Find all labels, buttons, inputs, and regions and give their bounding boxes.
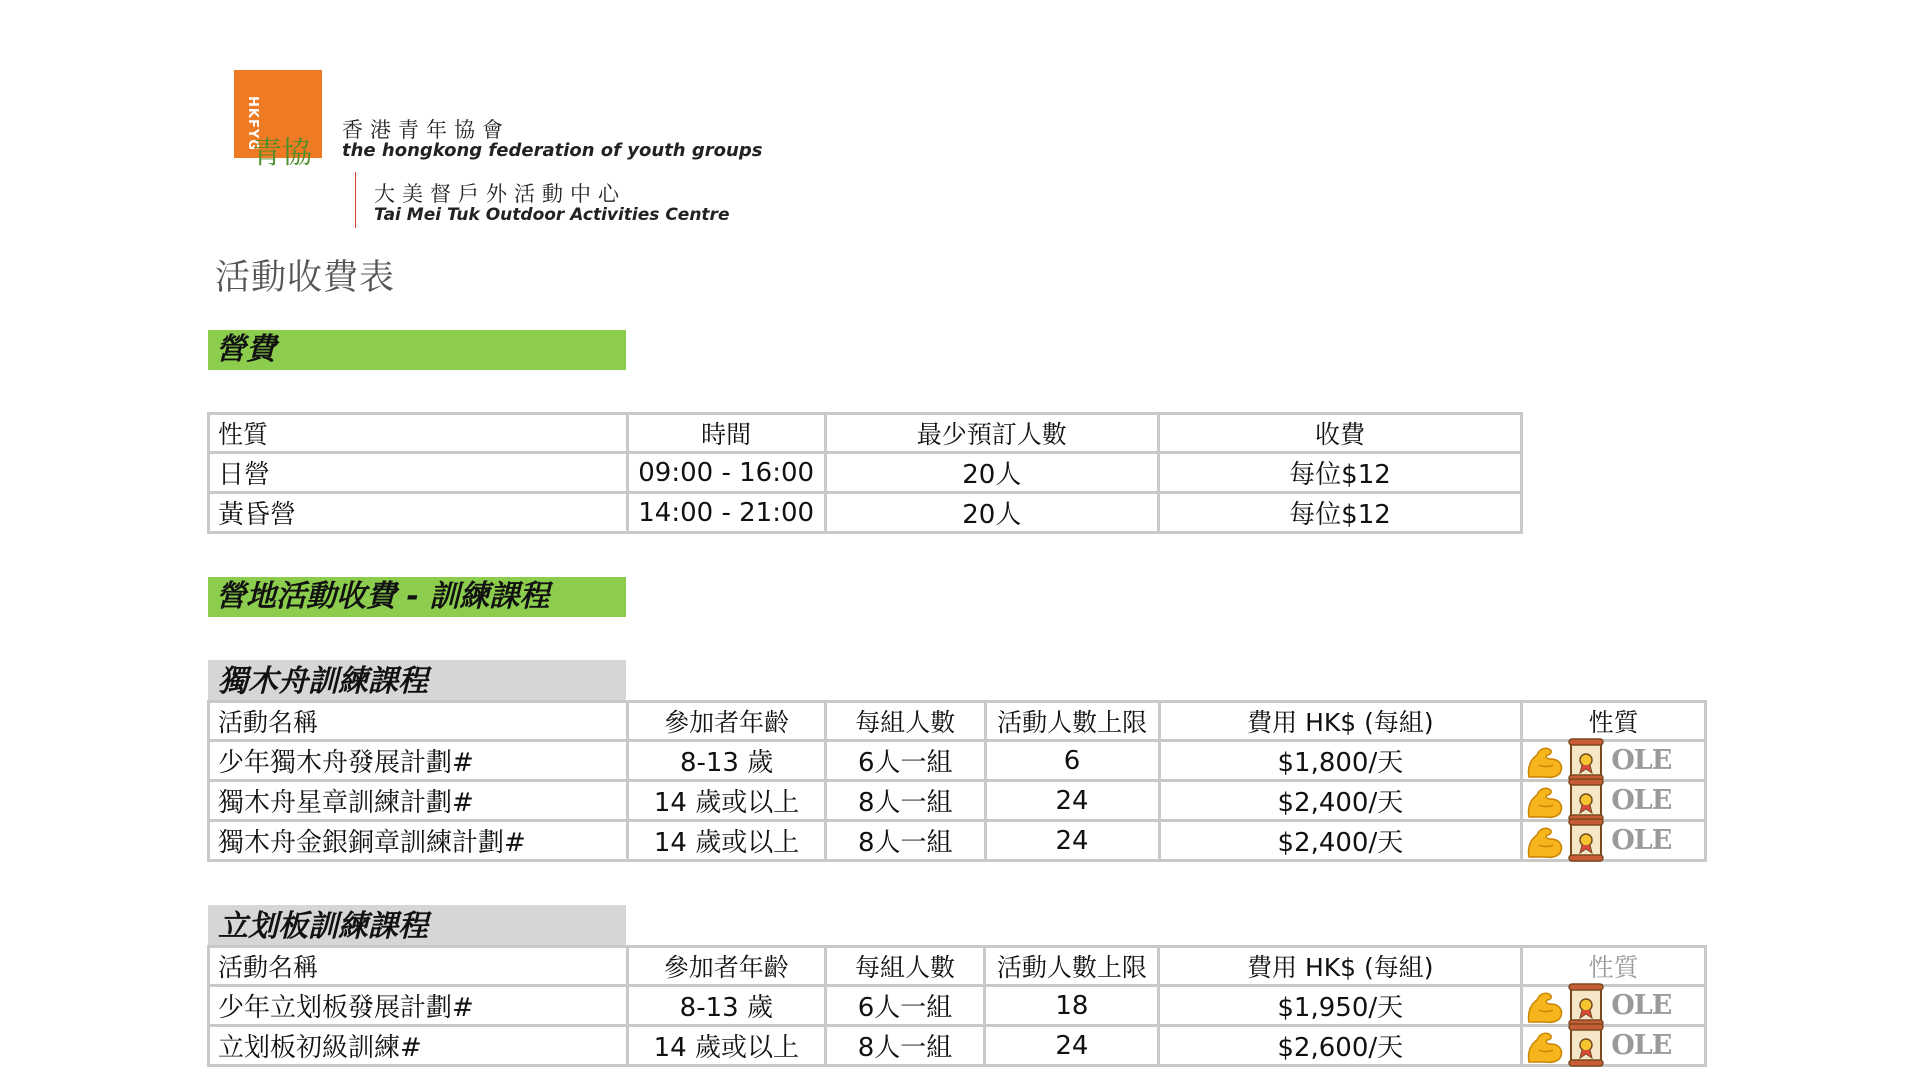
table-row: [209, 821, 1706, 861]
flexed-arm-icon: [1525, 783, 1565, 819]
logo-vertical-text: HKFYG: [245, 96, 260, 151]
cell-fee: $2,400/天: [1159, 781, 1522, 821]
cell-fee: $1,800/天: [1159, 741, 1522, 781]
centre-name-en: Tai Mei Tuk Outdoor Activities Centre: [374, 205, 730, 225]
flexed-arm-icon: [1525, 988, 1565, 1024]
col-header: 最少預訂人數: [825, 414, 1158, 453]
cell-group-size: 8人一組: [825, 1026, 985, 1066]
cell-activity: 立划板初級訓練#: [209, 1026, 628, 1066]
cell-fee: 每位$12: [1158, 453, 1521, 493]
sup-heading: 立划板訓練課程: [208, 905, 626, 945]
table-row: [209, 493, 1522, 533]
org-name-en: the hongkong federation of youth groups: [342, 140, 763, 161]
table-row: [209, 1026, 1706, 1066]
certificate-icon: [1565, 818, 1607, 862]
flexed-arm-icon: [1525, 1028, 1565, 1064]
table-row: [209, 453, 1522, 493]
cell-age: 14 歲或以上: [628, 781, 826, 821]
cell-fee: $2,400/天: [1159, 821, 1522, 861]
cell-nature: [1522, 821, 1706, 861]
certificate-icon: [1565, 1023, 1607, 1067]
cell-activity: 獨木舟金銀銅章訓練計劃#: [209, 821, 628, 861]
col-header: 每組人數: [825, 947, 985, 986]
cell-max: 24: [985, 821, 1159, 861]
table-header-row: [209, 947, 1706, 986]
cell-max: 18: [985, 986, 1159, 1026]
flexed-arm-icon: [1525, 743, 1565, 779]
cell-fee: 每位$12: [1158, 493, 1521, 533]
cell-nature: 日營: [209, 453, 628, 493]
table-header-row: [209, 702, 1706, 741]
col-header: 性質: [209, 414, 628, 453]
col-header: 性質: [1522, 702, 1706, 741]
cell-max: 24: [985, 1026, 1159, 1066]
cell-max: 6: [985, 741, 1159, 781]
col-header: 時間: [627, 414, 825, 453]
camp-fee-heading: 營費: [208, 330, 626, 370]
cell-nature: [1522, 1026, 1706, 1066]
ole-label: OLE: [1611, 990, 1672, 1021]
cell-fee: $1,950/天: [1159, 986, 1522, 1026]
logo-glyph: 青協: [252, 136, 312, 171]
certificate-icon: [1565, 778, 1607, 822]
cell-nature: [1522, 741, 1706, 781]
table-row: [209, 741, 1706, 781]
training-heading: 營地活動收費 - 訓練課程: [208, 577, 626, 617]
col-header: 參加者年齡: [628, 702, 826, 741]
ole-label: OLE: [1611, 1030, 1672, 1061]
centre-name-zh: 大美督戶外活動中心: [374, 182, 626, 206]
col-header: 參加者年齡: [627, 947, 825, 986]
cell-group-size: 8人一組: [825, 781, 985, 821]
camp-fee-table: [207, 412, 1523, 534]
cell-min-booking: 20人: [825, 453, 1158, 493]
certificate-icon: [1565, 738, 1607, 782]
certificate-icon: [1565, 983, 1607, 1027]
col-header: 費用 HK$ (每組): [1159, 702, 1522, 741]
col-header: 每組人數: [825, 702, 985, 741]
cell-min-booking: 20人: [825, 493, 1158, 533]
cell-group-size: 8人一組: [825, 821, 985, 861]
cell-group-size: 6人一組: [825, 741, 985, 781]
cell-activity: 少年獨木舟發展計劃#: [209, 741, 628, 781]
canoe-heading: 獨木舟訓練課程: [208, 660, 626, 700]
ole-label: OLE: [1611, 825, 1672, 856]
cell-nature: [1522, 781, 1706, 821]
table-row: [209, 781, 1706, 821]
ole-label: OLE: [1611, 785, 1672, 816]
cell-age: 8-13 歲: [628, 741, 826, 781]
col-header: 活動名稱: [209, 947, 628, 986]
org-name-zh: 香港青年協會: [342, 118, 510, 142]
col-header: 費用 HK$ (每組): [1159, 947, 1522, 986]
cell-age: 8-13 歲: [627, 986, 825, 1026]
sup-table: [207, 945, 1707, 1067]
page-title: 活動收費表: [215, 258, 396, 298]
cell-time: 14:00 - 21:00: [627, 493, 825, 533]
col-header: 活動人數上限: [985, 702, 1159, 741]
cell-activity: 獨木舟星章訓練計劃#: [209, 781, 628, 821]
col-header: 活動名稱: [209, 702, 628, 741]
table-header-row: [209, 414, 1522, 453]
ole-label: OLE: [1611, 745, 1672, 776]
cell-nature: 黃昏營: [209, 493, 628, 533]
flexed-arm-icon: [1525, 823, 1565, 859]
cell-fee: $2,600/天: [1159, 1026, 1522, 1066]
canoe-table: [207, 700, 1707, 862]
table-row: [209, 986, 1706, 1026]
cell-max: 24: [985, 781, 1159, 821]
col-header: 收費: [1158, 414, 1521, 453]
col-header: 活動人數上限: [985, 947, 1159, 986]
col-header: 性質: [1522, 947, 1706, 986]
cell-nature: [1522, 986, 1706, 1026]
cell-activity: 少年立划板發展計劃#: [209, 986, 628, 1026]
logo-divider: [355, 172, 356, 228]
cell-time: 09:00 - 16:00: [627, 453, 825, 493]
cell-age: 14 歲或以上: [628, 821, 826, 861]
cell-age: 14 歲或以上: [627, 1026, 825, 1066]
cell-group-size: 6人一組: [825, 986, 985, 1026]
